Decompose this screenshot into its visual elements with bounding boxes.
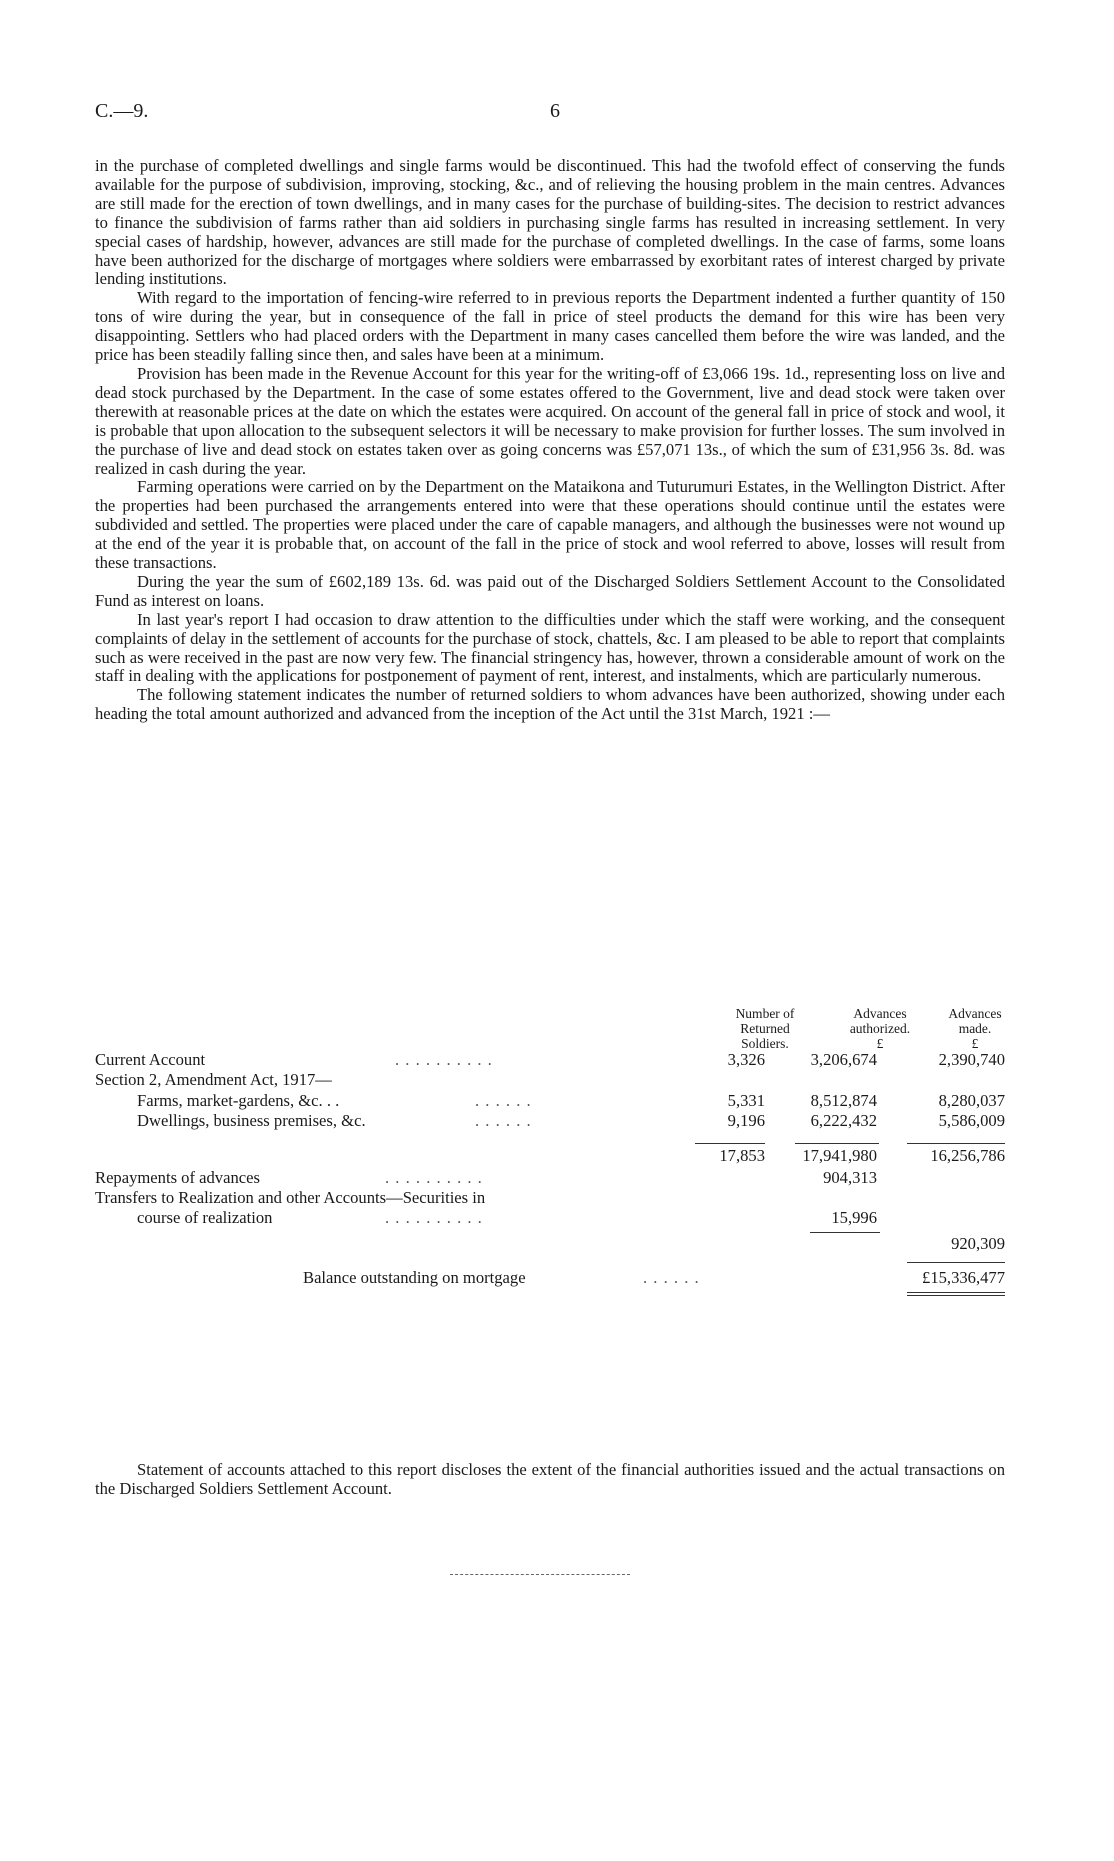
soldiers-value: 9,196	[727, 1111, 765, 1130]
table-row	[95, 1188, 1005, 1208]
header-line: Soldiers.	[741, 1036, 789, 1051]
made-total: 16,256,786	[930, 1146, 1005, 1165]
leader-dots: . . . . . .	[475, 1111, 532, 1130]
column-header-made	[925, 1006, 1025, 1051]
row-label: Repayments of advances	[95, 1168, 260, 1187]
soldiers-value: 3,326	[727, 1050, 765, 1069]
table-row	[95, 1050, 1005, 1070]
balance-value: £15,336,477	[922, 1268, 1005, 1287]
column-header-authorized	[825, 1006, 935, 1051]
paragraph-interest-paid: During the year the sum of £602,189 13s. 6d. was paid out of the Discharged Soldiers Settlement Account to the Consolidated Fund as interest on loans.	[95, 571, 1005, 610]
balance-rule	[907, 1262, 1005, 1263]
subtotal-rule	[695, 1143, 765, 1144]
authorized-value: 8,512,874	[810, 1091, 877, 1110]
table-row	[95, 1111, 1005, 1131]
paragraph-fencing-wire: With regard to the importation of fencing-wire referred to in previous reports the Department indented a further quantity of 150 tons of wire during the year, but in consequence of the fall in price of steel products the demand for this wire has been very disappointing. Settlers who had placed orders with the Department in many cases cancelled them before the wire was landed, and the price has been steadily falling since then, and sales have been at a minimum.	[95, 288, 1005, 365]
double-underline-rule	[907, 1292, 1005, 1293]
subtotal-rule	[907, 1143, 1005, 1144]
paragraph-statement-intro: The following statement indicates the number of returned soldiers to whom advances have been authorized, showing under each heading the total amount authorized and advanced from the inception of the Act until the 31st March, 1921 :—	[95, 685, 1005, 724]
paragraph-farming-operations: Farming operations were carried on by the Department on the Mataikona and Tuturumuri Estates, in the Wellington District. After the properties had been purchased the arrangements entered into were that these operations should continue until the estates were subdivided and settled. The properties were placed under the care of capable managers, and although the businesses were not wound up at the end of the year it is probable that, on account of the fall in the price of stock and wool referred to above, losses will result from these transactions.	[95, 477, 1005, 573]
row-label: Dwellings, business premises, &c.	[137, 1111, 366, 1130]
made-value: 8,280,037	[938, 1091, 1005, 1110]
table-row-deduction	[95, 1234, 1005, 1254]
soldiers-total: 17,853	[719, 1146, 765, 1165]
leader-dots: . . . . . .	[643, 1268, 700, 1287]
document-reference: C.—9.	[95, 100, 149, 122]
header-line: Returned	[740, 1021, 790, 1036]
authorized-total: 17,941,980	[802, 1146, 877, 1165]
table-row-totals	[95, 1146, 1005, 1166]
balance-label: Balance outstanding on mortgage	[303, 1268, 526, 1287]
report-body	[95, 157, 1005, 724]
header-line: made.	[958, 1021, 992, 1036]
column-header-soldiers	[715, 1006, 815, 1051]
paragraph-dwellings: in the purchase of completed dwellings and single farms would be discontinued. This had the twofold effect of conserving the funds available for the purpose of subdivision, improving, stocking, &c., and of relieving the housing problem in the main centres. Advances are still made for the erection of town dwellings, and in many cases for the purchase of building-sites. The decision to restrict advances to finance the subdivision of farms rather than aid soldiers in purchasing single farms has resulted in increasing settlement. In very special cases of hardship, however, advances are still made for the purchase of completed dwellings. In the case of farms, some loans have been authorized for the discharge of mortgages where soldiers were embarrassed by exorbitant rates of interest charged by private lending institutions.	[95, 156, 1005, 289]
leader-dots: . . . . . . . . . .	[395, 1050, 493, 1069]
made-value: 2,390,740	[938, 1050, 1005, 1069]
page-header	[95, 100, 1005, 130]
header-line: Number of	[735, 1006, 795, 1021]
leader-dots: . . . . . . . . . .	[385, 1208, 483, 1227]
table-row	[95, 1070, 1005, 1090]
table-row	[95, 1168, 1005, 1188]
page-number: 6	[550, 100, 560, 122]
row-label: Section 2, Amendment Act, 1917—	[95, 1070, 332, 1089]
header-line: Advances	[948, 1006, 1002, 1021]
row-label: course of realization	[137, 1208, 273, 1227]
table-row	[95, 1208, 1005, 1228]
header-line: Advances	[853, 1006, 907, 1021]
authorized-value: 6,222,432	[810, 1111, 877, 1130]
table-row-balance	[95, 1268, 1005, 1288]
double-underline-rule	[907, 1295, 1005, 1296]
authorized-value: 15,996	[831, 1208, 877, 1227]
closing-text: Statement of accounts attached to this report discloses the extent of the financial authorities issued and the actual transactions on the Discharged Soldiers Settlement Account.	[95, 1460, 1005, 1498]
soldiers-value: 5,331	[727, 1091, 765, 1110]
leader-dots: . . . . . .	[475, 1091, 532, 1110]
authorized-value: 3,206,674	[810, 1050, 877, 1069]
header-line: authorized.	[849, 1021, 911, 1036]
made-value: 5,586,009	[938, 1111, 1005, 1130]
row-label: Transfers to Realization and other Accounts—Securities in	[95, 1188, 486, 1207]
paragraph-stock-losses: Provision has been made in the Revenue Account for this year for the writing-off of £3,066 19s. 1d., representing loss on live and dead stock purchased by the Department. In the case of some estates offered to the Government, live and dead stock were taken over therewith at reasonable prices at the date on which the estates were acquired. On account of the general fall in price of stock and wool, it is probable that upon allocation to the subsequent selectors it will be necessary to make provision for further losses. The sum involved in the purchase of live and dead stock on estates taken over as going concerns was £57,071 13s., of which the sum of £31,956 3s. 8d. was realized in cash during the year.	[95, 363, 1005, 478]
table-row	[95, 1091, 1005, 1111]
row-label: Farms, market-gardens, &c. . .	[137, 1091, 340, 1110]
paragraph-staff-difficulties: In last year's report I had occasion to draw attention to the difficulties under which the staff were working, and the consequent complaints of delay in the settlement of accounts for the purchase of stock, chattels, &c. I am pleased to be able to report that complaints such as were received in the past are now very few. The financial stringency has, however, thrown a considerable amount of work on the staff in dealing with the applications for postponement of payment of rent, interest, and instalments, which are particularly numerous.	[95, 609, 1005, 686]
deduction-value: 920,309	[951, 1234, 1005, 1253]
end-rule	[450, 1574, 630, 1575]
header-line: £	[876, 1036, 884, 1051]
closing-paragraph	[95, 1460, 1005, 1498]
deduction-rule	[810, 1232, 880, 1233]
header-line: £	[971, 1036, 979, 1051]
subtotal-rule	[795, 1143, 879, 1144]
row-label: Current Account	[95, 1050, 206, 1069]
leader-dots: . . . . . . . . . .	[385, 1168, 483, 1187]
authorized-value: 904,313	[823, 1168, 877, 1187]
